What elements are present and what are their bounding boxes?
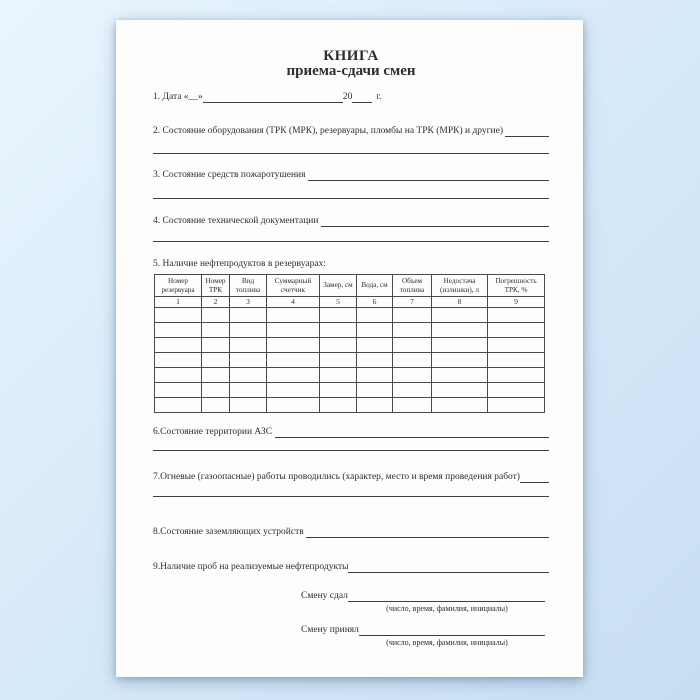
- table-empty-cell: [432, 323, 488, 338]
- signature-handed-over: [301, 590, 549, 602]
- date-label: 1. Дата «__»: [153, 92, 203, 102]
- table-empty-cell: [488, 323, 545, 338]
- table-empty-cell: [320, 353, 357, 368]
- table-empty-row: [155, 338, 545, 353]
- table-column-number-row: [155, 297, 545, 308]
- table-empty-cell: [267, 338, 320, 353]
- table-header-cell-2: Номер ТРК: [202, 275, 230, 297]
- fire-safety-label: 3. Состояние средств пожаротушения: [153, 170, 308, 180]
- table-empty-cell: [202, 308, 230, 323]
- territory-continuation-line: [153, 450, 549, 451]
- date-blank-line: [203, 92, 343, 103]
- table-empty-cell: [230, 323, 267, 338]
- table-empty-cell: [320, 323, 357, 338]
- table-colnum-cell-5: 5: [320, 297, 357, 308]
- table-empty-cell: [320, 308, 357, 323]
- table-empty-cell: [202, 323, 230, 338]
- table-empty-cell: [488, 383, 545, 398]
- table-header-cell-4: Суммарный счетчик: [267, 275, 320, 297]
- field-documentation: [153, 215, 549, 227]
- table-empty-cell: [155, 383, 202, 398]
- table-empty-cell: [432, 338, 488, 353]
- table-colnum-cell-1: 1: [155, 297, 202, 308]
- table-empty-cell: [488, 353, 545, 368]
- received-label: Смену принял: [301, 625, 359, 636]
- document-content: [153, 20, 549, 677]
- table-empty-cell: [393, 383, 432, 398]
- table-header-cell-3: Вид топлива: [230, 275, 267, 297]
- table-empty-cell: [357, 338, 393, 353]
- doc-title: КНИГА: [323, 48, 379, 64]
- fire-safety-continuation-line: [153, 198, 549, 199]
- equipment-continuation-line: [153, 153, 549, 154]
- table-empty-cell: [230, 398, 267, 413]
- table-empty-cell: [357, 323, 393, 338]
- equipment-label: 2. Состояние оборудования (ТРК (МРК), резервуары, пломбы на ТРК (МРК) и другие): [153, 126, 506, 136]
- signature-received: [301, 624, 549, 636]
- table-colnum-cell-8: 8: [432, 297, 488, 308]
- table-header-row: [155, 275, 545, 297]
- table-empty-cell: [267, 308, 320, 323]
- table-header-cell-8: Недостача (излишки), л: [432, 275, 488, 297]
- hot-works-blank-line: [520, 472, 549, 483]
- table-empty-row: [155, 323, 545, 338]
- table-colnum-cell-7: 7: [393, 297, 432, 308]
- document-paper: [116, 20, 583, 677]
- field-fire-safety: [153, 169, 549, 181]
- table-colnum-cell-4: 4: [267, 297, 320, 308]
- field-hot-works: [153, 471, 549, 483]
- table-empty-cell: [320, 398, 357, 413]
- documentation-label: 4. Состояние технической документации: [153, 216, 321, 226]
- handed-over-label: Смену сдал: [301, 591, 348, 602]
- handed-over-caption: (число, время, фамилия, инициалы): [386, 604, 508, 614]
- table-empty-cell: [202, 353, 230, 368]
- table-empty-cell: [267, 398, 320, 413]
- table-empty-cell: [267, 353, 320, 368]
- doc-subtitle: приема-сдачи смен: [286, 63, 416, 79]
- table-empty-cell: [155, 368, 202, 383]
- territory-label: 6.Состояние территории АЗС: [153, 427, 275, 438]
- hot-works-label: 7.Огневые (газоопасные) работы проводились (характер, место и время проведения работ): [153, 472, 520, 483]
- table-empty-cell: [202, 398, 230, 413]
- table-empty-cell: [393, 323, 432, 338]
- table-empty-cell: [202, 368, 230, 383]
- grounding-label: 8.Состояние заземляющих устройств: [153, 527, 307, 538]
- table-empty-cell: [320, 383, 357, 398]
- handed-over-blank-line: [348, 591, 545, 602]
- table-empty-row: [155, 353, 545, 368]
- table-empty-cell: [357, 308, 393, 323]
- fuel-in-tanks-label: 5. Наличие нефтепродуктов в резервуарах:: [153, 259, 326, 269]
- equipment-blank-line: [505, 126, 549, 137]
- table-header-cell-1: Номер резервуара: [155, 275, 202, 297]
- table-header-cell-6: Вода, см: [357, 275, 393, 297]
- table-empty-cell: [230, 383, 267, 398]
- field-fuel-in-tanks: [153, 258, 549, 270]
- field-territory: [153, 426, 549, 438]
- table-header-cell-5: Замер, см: [320, 275, 357, 297]
- documentation-blank-line: [321, 216, 549, 227]
- table-empty-cell: [357, 398, 393, 413]
- fuel-table: [154, 274, 545, 413]
- table-empty-cell: [202, 338, 230, 353]
- table-empty-cell: [267, 383, 320, 398]
- table-empty-cell: [488, 308, 545, 323]
- table-empty-cell: [357, 383, 393, 398]
- table-empty-cell: [393, 353, 432, 368]
- samples-blank-line: [348, 562, 549, 573]
- table-empty-cell: [393, 308, 432, 323]
- grounding-blank-line: [306, 527, 549, 538]
- table-empty-cell: [155, 323, 202, 338]
- table-empty-cell: [267, 323, 320, 338]
- table-colnum-cell-2: 2: [202, 297, 230, 308]
- table-empty-cell: [357, 368, 393, 383]
- table-empty-cell: [432, 308, 488, 323]
- table-empty-cell: [155, 353, 202, 368]
- table-empty-cell: [393, 338, 432, 353]
- samples-label: 9.Наличие проб на реализуемые нефтепродукты: [153, 562, 349, 573]
- table-colnum-cell-6: 6: [357, 297, 393, 308]
- table-empty-cell: [320, 338, 357, 353]
- table-empty-row: [155, 383, 545, 398]
- table-empty-cell: [155, 338, 202, 353]
- field-samples: [153, 561, 549, 573]
- territory-blank-line: [275, 427, 549, 438]
- table-empty-row: [155, 308, 545, 323]
- table-empty-cell: [155, 308, 202, 323]
- table-empty-cell: [202, 383, 230, 398]
- documentation-continuation-line: [153, 241, 549, 242]
- table-header-cell-7: Объем топлива: [393, 275, 432, 297]
- field-equipment-state: [153, 125, 549, 137]
- received-caption: (число, время, фамилия, инициалы): [386, 638, 508, 648]
- field-date: [153, 91, 549, 103]
- table-empty-cell: [488, 398, 545, 413]
- hot-works-continuation-line: [153, 496, 549, 497]
- table-empty-cell: [357, 353, 393, 368]
- table-empty-cell: [155, 398, 202, 413]
- table-empty-cell: [230, 353, 267, 368]
- table-empty-cell: [267, 368, 320, 383]
- table-empty-cell: [488, 338, 545, 353]
- date-year-prefix: 20: [342, 92, 353, 102]
- table-empty-row: [155, 398, 545, 413]
- table-colnum-cell-9: 9: [488, 297, 545, 308]
- table-empty-cell: [230, 338, 267, 353]
- field-grounding: [153, 526, 549, 538]
- fire-safety-blank-line: [308, 170, 549, 181]
- table-empty-cell: [432, 383, 488, 398]
- table-empty-cell: [230, 308, 267, 323]
- table-colnum-cell-3: 3: [230, 297, 267, 308]
- table-empty-cell: [230, 368, 267, 383]
- table-empty-cell: [432, 353, 488, 368]
- table-empty-cell: [393, 368, 432, 383]
- table-empty-cell: [320, 368, 357, 383]
- date-year-suffix: г.: [376, 92, 382, 102]
- table-empty-cell: [393, 398, 432, 413]
- table-empty-cell: [432, 368, 488, 383]
- table-empty-cell: [432, 398, 488, 413]
- table-empty-row: [155, 368, 545, 383]
- received-blank-line: [359, 625, 545, 636]
- table-empty-cell: [488, 368, 545, 383]
- date-year-blank-line: [352, 92, 372, 103]
- table-header-cell-9: Погрешность ТРК, %: [488, 275, 545, 297]
